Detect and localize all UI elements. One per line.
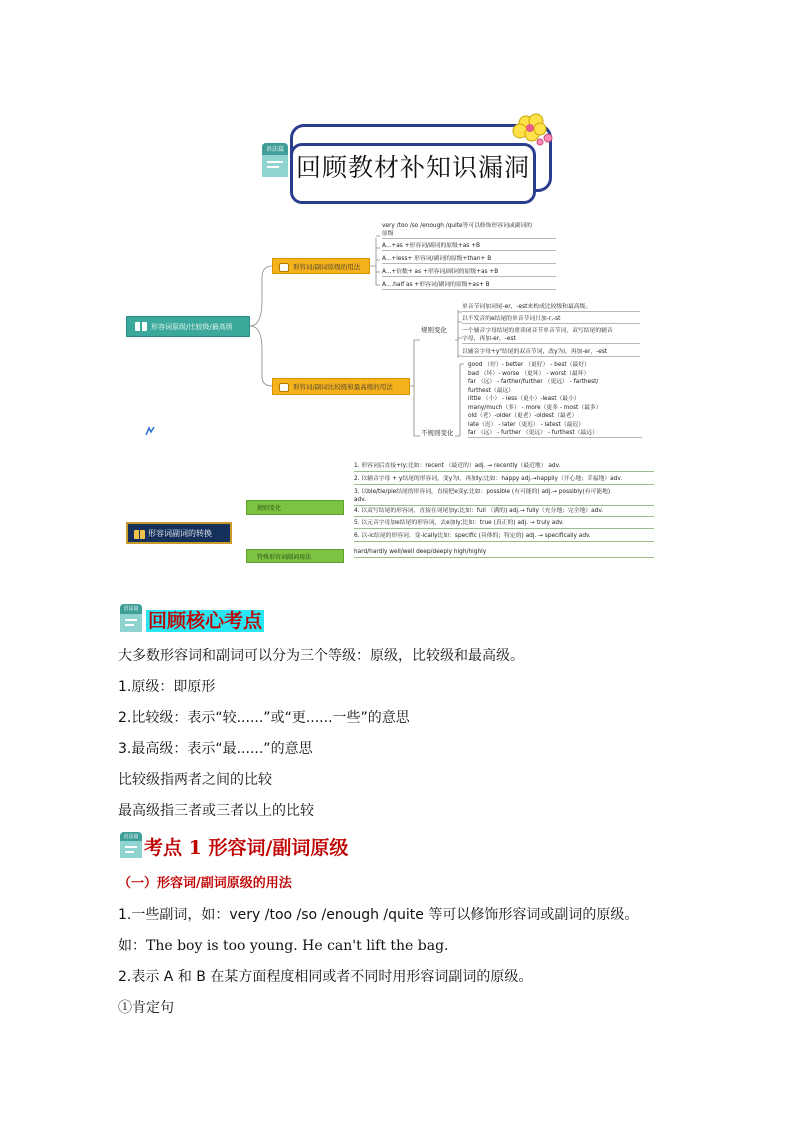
point1-line: 2.表示 A 和 B 在某方面程度相同或者不同时用形容词副词的原级。: [118, 969, 533, 985]
positive-leaf: 原级: [382, 230, 556, 239]
irregular-change-label: 不规则变化: [421, 429, 454, 437]
mindmap2-root-label: 形容词副词的转换: [148, 528, 212, 538]
positive-leaf: A...+as +形容词/副词的原级+as +B: [382, 242, 556, 251]
point1-title: 考点 1 形容词/副词原级: [144, 837, 349, 859]
branch-positive-label: 形容词/副词原级的用法: [293, 262, 361, 271]
mindmap2-root: [126, 522, 232, 544]
conversion-rule-leaf: 6. 以-ic结尾的形容词，变-ically比如：specific (具体的；特定的) adj. → specifically adv.: [354, 532, 654, 542]
conversion-rule-leaf: 5. 以元音字母加e结尾的形容词，去e加ly;比如：true (真正的) adj. → truly adv.: [354, 519, 654, 529]
branch-comparative-label: 形容词/副词比较级和最高级的用法: [293, 383, 393, 391]
irregular-leaf: far （远） - further （更远） - furthest（最远）: [468, 429, 642, 438]
point1-example: 如：The boy is too young. He can't lift the bag.: [118, 938, 449, 954]
conversion-rule-leaf: 2. 以辅音字母 + y结尾的形容词，变y为i，再加ly;比如：happy adj.→happily（开心地；幸福地）adv.: [354, 475, 654, 485]
branch-positive: [272, 258, 370, 274]
positive-leaf: A...+less+ 形容词/副词的原级+than+ B: [382, 255, 556, 264]
mindmap1-root-label: 形容词原级/比较级/最高级: [151, 322, 233, 331]
regular-leaf: 以不发音的e结尾的单音节词只加-r,-st: [462, 315, 640, 324]
note-icon: [279, 263, 289, 272]
branch-comparative: [272, 378, 410, 395]
branch-regular-conversion: [246, 500, 344, 515]
banner-title: 回顾教材补知识漏洞: [296, 153, 531, 182]
core-line: 3.最高级：表示“最......”的意思: [118, 741, 313, 757]
point1-line: ①肯定句: [118, 1000, 174, 1016]
bookmark-tag-label: 语法篇: [265, 146, 284, 153]
branch-special-usage-label: 特殊形容词副词用法: [257, 553, 312, 561]
mindmap1-root: [126, 316, 250, 337]
positive-leaf: very /too /so /enough /quite等可以修饰形容词或副词的: [382, 223, 533, 229]
regular-leaf: 以辅音字母+y"结尾的双音节词，改y为i，再加-er，-est: [462, 348, 640, 357]
positive-leaf: A....half as +形容词/副词的原级+as+ B: [382, 281, 556, 290]
irregular-leaf: furthest（最远）: [468, 387, 515, 394]
branch-regular-conversion-label: 规则变化: [257, 505, 282, 512]
bookmark-tag-label: 语法篇: [123, 606, 139, 612]
regular-change-label: 规则变化: [421, 326, 447, 334]
core-line: 1.原级：即原形: [118, 679, 216, 695]
bookmark-icon: [120, 604, 142, 632]
core-line: 最高级指三者或三者以上的比较: [118, 803, 314, 819]
irregular-leaf: far （远） - farther/further （更远） - farthest/: [468, 379, 599, 385]
conversion-rule-leaf: 4. 以双写结尾的形容词，直接在词尾加y;比如：full （满的) adj.→ fully（充分地；完全地）adv.: [354, 507, 654, 517]
irregular-leaf: good （好）- better （更好） - best（最好）: [468, 362, 590, 368]
bookmark-icon: [120, 832, 142, 858]
conversion-rule-leaf: adv.: [354, 496, 654, 506]
irregular-leaf: many/much（多） - more（更多 - most（最多）: [468, 404, 602, 411]
core-line: 大多数形容词和副词可以分为三个等级：原级，比较级和最高级。: [118, 648, 524, 664]
conversion-rule-leaf: 3. 以ble/tle/ple结尾的形容词，直接把e变y;比如：possible (有可能的) adj.→ possibly(有可能地): [354, 489, 611, 495]
branch-special-usage: [246, 549, 344, 563]
cursor-mark-icon: [145, 426, 155, 436]
core-line: 比较级指两者之间的比较: [118, 772, 272, 788]
irregular-leaf: late（迟） - later（更迟） - latest（最迟）: [468, 421, 585, 428]
regular-leaf: 一个辅音字母结尾的重读闭音节单音节词，双写结尾的辅音: [462, 328, 613, 334]
irregular-leaf: old（老）-older（更老）-oldest（最老）: [468, 413, 578, 419]
regular-leaf: 字母，再加-er，-est: [462, 335, 640, 344]
irregular-leaf: bad （坏）- worse （更坏） - worst（最坏）: [468, 370, 590, 377]
book-icon: [135, 322, 147, 331]
regular-leaf: 单音节词加词尾-er，-est来构成比较级和最高级。: [462, 303, 640, 312]
point1-subtitle: （一）形容词/副词原级的用法: [118, 876, 292, 891]
conversion-rule-leaf: 1. 形容词后直接+ly;比如：recent （最近的）adj. → recently（最近地） adv.: [354, 462, 654, 472]
positive-leaf: A...+倍数+ as +形容词/副词的原级+as +B: [382, 268, 556, 277]
bookmark-tag-label: 语法篇: [123, 834, 139, 840]
book-icon: [134, 530, 145, 539]
irregular-leaf: little （小） - less（更小）-least（最小）: [468, 396, 580, 402]
core-line: 2.比较级：表示“较......”或“更......一些”的意思: [118, 710, 410, 726]
core-title: [146, 606, 264, 633]
core-title-text: 回顾核心考点: [148, 610, 263, 632]
note-icon: [279, 383, 289, 392]
point1-line: 1.一些副词，如：very /too /so /enough /quite 等可以修饰形容词或副词的原级。: [118, 907, 639, 923]
special-usage-leaf: hard/hardly well/well deep/deeply high/highly: [354, 548, 654, 558]
